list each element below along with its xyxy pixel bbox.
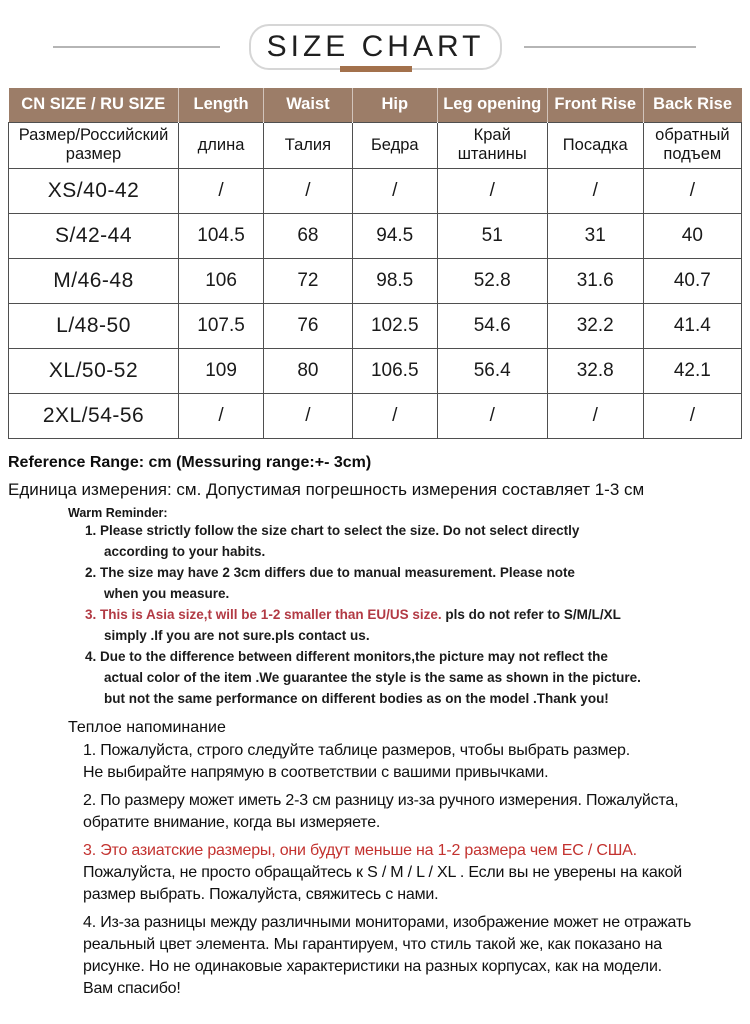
en-item-3-rest: pls do not refer to S/M/L/XL [441, 606, 621, 622]
value-cell: 72 [264, 258, 353, 303]
en-reminder-item-3 [85, 604, 710, 646]
en-item-3-line-2: simply .If you are not sure.pls contact us. [104, 627, 370, 643]
col-header-front-rise: Front Rise [547, 88, 643, 122]
ru-reminder-item-2: 2. По размеру может иметь 2-3 см разницу из-за ручного измерения. Пожалуйста, обратите внимание, когда вы измеряете. [83, 791, 679, 831]
size-cell: S/42-44 [9, 213, 179, 258]
col-header-waist: Waist [264, 88, 353, 122]
en-asia-size-warning: 3. This is Asia size,t will be 1-2 smaller than EU/US size. [85, 606, 442, 622]
value-cell: / [352, 168, 437, 213]
value-cell: 41.4 [643, 303, 741, 348]
title-section [0, 24, 750, 70]
value-cell: 51 [437, 213, 547, 258]
value-cell: 40.7 [643, 258, 741, 303]
value-cell: 54.6 [437, 303, 547, 348]
value-cell: 106 [179, 258, 264, 303]
col-header-leg-opening-ru: Край штанины [437, 122, 547, 168]
table-row [9, 168, 742, 213]
col-header-size: CN SIZE / RU SIZE [9, 88, 179, 122]
value-cell: / [352, 393, 437, 438]
title-underline [340, 66, 412, 72]
size-cell: 2XL/54-56 [9, 393, 179, 438]
col-header-back-rise-ru: обратный подъем [643, 122, 741, 168]
table-row [9, 213, 742, 258]
col-header-length: Length [179, 88, 264, 122]
value-cell: 98.5 [352, 258, 437, 303]
table-row [9, 303, 742, 348]
value-cell: / [437, 168, 547, 213]
ru-reminder-item-1: 1. Пожалуйста, строго следуйте таблице размеров, чтобы выбрать размер. Не выбирайте напрямую в соответствии с вашими привычками. [83, 741, 630, 781]
value-cell: 80 [264, 348, 353, 393]
value-cell: 32.8 [547, 348, 643, 393]
en-reminder-item-2: 2. The size may have 2 3cm differs due to manual measurement. Please note when you measure. [85, 564, 575, 601]
value-cell: 56.4 [437, 348, 547, 393]
reference-range-en: Reference Range: cm (Messuring range:+- 3cm) [8, 453, 372, 471]
title-left-divider [53, 46, 220, 48]
en-reminder-item-4: 4. Due to the difference between different monitors,the picture may not reflect the actual color of the item .We guarantee the style is the same as shown in the picture. but not the same performance on different bodies as on the model .Thank you! [85, 648, 641, 706]
value-cell: 107.5 [179, 303, 264, 348]
size-cell: L/48-50 [9, 303, 179, 348]
value-cell: / [179, 168, 264, 213]
value-cell: 31 [547, 213, 643, 258]
table-row [9, 258, 742, 303]
warm-reminder-ru-title: Теплое напоминание [68, 718, 226, 736]
warm-reminder-en-section [0, 506, 750, 709]
value-cell: / [547, 393, 643, 438]
value-cell: 52.8 [437, 258, 547, 303]
size-cell: XL/50-52 [9, 348, 179, 393]
warm-reminder-ru-section [0, 719, 750, 1000]
value-cell: 106.5 [352, 348, 437, 393]
value-cell: / [547, 168, 643, 213]
col-header-front-rise-ru: Посадка [547, 122, 643, 168]
header-row-ru [9, 122, 742, 168]
ru-asia-size-warning: 3. Это азиатские размеры, они будут меньше на 1-2 размера чем ЕС / США. [83, 841, 637, 859]
col-header-hip: Hip [352, 88, 437, 122]
col-header-length-ru: длина [179, 122, 264, 168]
size-chart-title-box [249, 24, 502, 70]
col-header-hip-ru: Бедра [352, 122, 437, 168]
value-cell: / [179, 393, 264, 438]
col-header-back-rise: Back Rise [643, 88, 741, 122]
title-right-divider [524, 46, 696, 48]
warm-reminder-en-title: Warm Reminder: [68, 505, 168, 520]
value-cell: 40 [643, 213, 741, 258]
ru-reminder-item-4: 4. Из-за разницы между различными мониторами, изображение может не отражать реальный цвет элемента. Мы гарантируем, что стиль такой же, как показано на рисунке. Но не одинаковые характеристики на разных корпусах, как на модели. Вам спасибо! [83, 913, 692, 997]
col-header-size-ru: Размер/Российский размер [9, 122, 179, 168]
value-cell: 31.6 [547, 258, 643, 303]
col-header-leg-opening: Leg opening [437, 88, 547, 122]
value-cell: 102.5 [352, 303, 437, 348]
table-row [9, 393, 742, 438]
reference-range-ru: Единица измерения: см. Допустимая погрешность измерения составляет 1-3 см [8, 479, 645, 499]
value-cell: 104.5 [179, 213, 264, 258]
value-cell: / [437, 393, 547, 438]
value-cell: / [264, 168, 353, 213]
value-cell: / [643, 393, 741, 438]
value-cell: 76 [264, 303, 353, 348]
table-row [9, 348, 742, 393]
value-cell: 32.2 [547, 303, 643, 348]
size-cell: XS/40-42 [9, 168, 179, 213]
size-table [8, 88, 742, 439]
value-cell: 94.5 [352, 213, 437, 258]
col-header-waist-ru: Талия [264, 122, 353, 168]
value-cell: 42.1 [643, 348, 741, 393]
value-cell: / [643, 168, 741, 213]
header-row-en [9, 88, 742, 122]
value-cell: 68 [264, 213, 353, 258]
ru-reminder-item-3 [83, 840, 728, 906]
value-cell: 109 [179, 348, 264, 393]
page-title: SIZE CHART [266, 30, 485, 63]
value-cell: / [264, 393, 353, 438]
en-reminder-item-1: 1. Please strictly follow the size chart to select the size. Do not select directly according to your habits. [85, 522, 580, 559]
size-cell: M/46-48 [9, 258, 179, 303]
ru-item-3-rest: Пожалуйста, не просто обращайтесь к S / M / L / XL . Если вы не уверены на какой размер выбрать. Пожалуйста, свяжитесь с нами. [83, 863, 683, 903]
